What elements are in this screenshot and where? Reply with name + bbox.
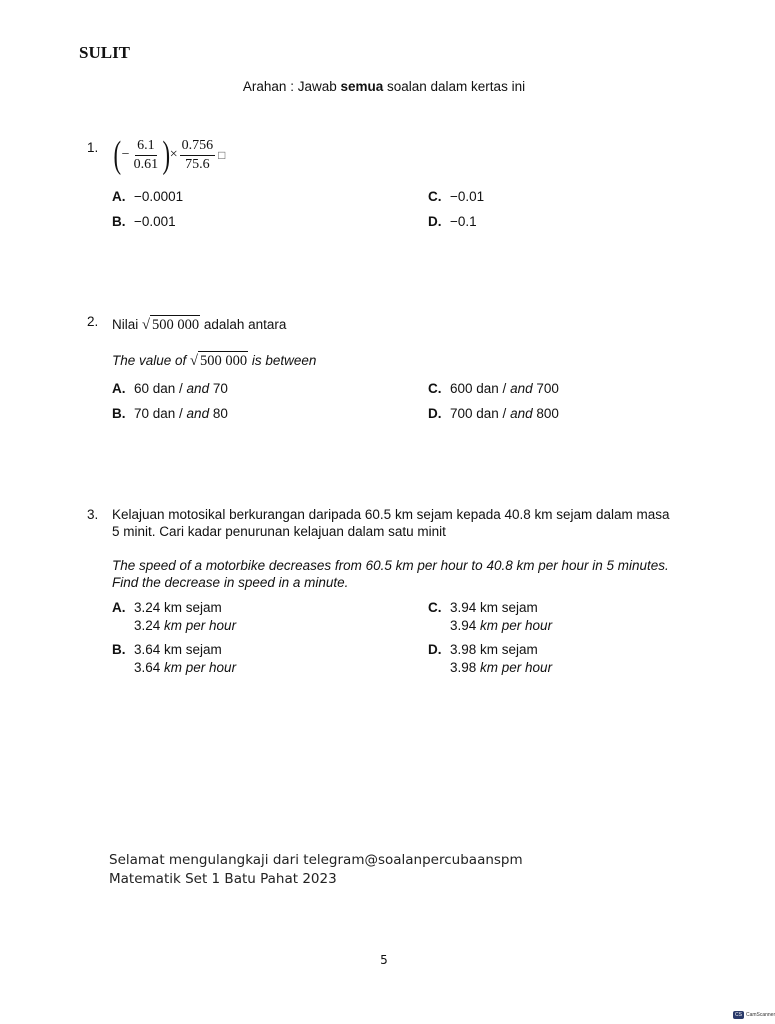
option-text-end: 700 [532, 381, 559, 396]
option-letter: A. [112, 189, 126, 204]
option-letter: D. [428, 214, 442, 229]
q1-option-a [112, 189, 183, 204]
question-2-number: 2. [87, 314, 99, 329]
q1-option-c [428, 189, 484, 204]
option-letter: B. [112, 214, 126, 229]
option-text: −0.1 [450, 214, 477, 229]
option-value: 3.94 [450, 600, 477, 615]
q1-option-b [112, 214, 176, 229]
question-1-expression [111, 136, 225, 174]
option-malay-unit: km sejam [476, 600, 538, 615]
q2-english-prefix: The value of [112, 353, 191, 368]
option-and: and [186, 406, 210, 421]
radical-sign: √ [142, 317, 150, 333]
question-3-malay-line-1: Kelajuan motosikal berkurangan daripada 60.5 km sejam kepada 40.8 km sejam dalam masa [112, 507, 670, 522]
option-text: −0.001 [134, 214, 176, 229]
right-paren: ) [162, 134, 171, 176]
option-letter: A. [112, 600, 126, 615]
option-english-unit: km per hour [476, 660, 553, 675]
q2-option-a [112, 381, 228, 396]
option-value: 3.24 [134, 618, 161, 633]
minus-sign: − [121, 147, 130, 162]
fraction-1 [132, 138, 161, 173]
option-letter: D. [428, 642, 442, 657]
footer-paper-title: Matematik Set 1 Batu Pahat 2023 [109, 871, 337, 887]
option-letter: C. [428, 381, 442, 396]
fraction-2 [180, 138, 216, 173]
option-text: 600 dan / [450, 381, 511, 396]
q2-english-suffix: is between [248, 353, 317, 368]
option-english-unit: km per hour [160, 618, 237, 633]
option-letter: B. [112, 642, 126, 657]
q3-option-d [428, 641, 552, 677]
question-2-english [112, 352, 316, 370]
q2-option-d [428, 406, 559, 421]
option-and: and [510, 406, 533, 421]
q2-option-b [112, 406, 228, 421]
option-text: 70 dan / [134, 406, 187, 421]
fraction-1-numerator: 6.1 [135, 138, 157, 156]
left-paren: ( [113, 134, 122, 176]
option-malay-unit: km sejam [160, 642, 222, 657]
times-sign: × [169, 147, 178, 162]
option-and: and [510, 381, 533, 396]
option-letter: B. [112, 406, 126, 421]
option-text: 700 dan / [450, 406, 511, 421]
option-value: 3.24 [134, 600, 161, 615]
radicand: 500 000 [151, 317, 200, 333]
question-3-malay-line-2: 5 minit. Cari kadar penurunan kelajuan dalam satu minit [112, 524, 446, 539]
option-value: 3.94 [450, 618, 477, 633]
option-letter: D. [428, 406, 442, 421]
option-letter: A. [112, 381, 126, 396]
footer-telegram: Selamat mengulangkaji dari telegram@soalanpercubaanspm [109, 852, 523, 868]
square-root-symbol [142, 317, 200, 334]
instruction-prefix: Arahan : Jawab [242, 79, 341, 94]
q3-option-a [112, 599, 236, 635]
camscanner-watermark [733, 1011, 775, 1019]
instruction-suffix: soalan dalam kertas ini [383, 79, 526, 94]
placeholder-box: □ [218, 148, 226, 162]
radical-sign: √ [190, 353, 199, 369]
radicand: 500 000 [200, 353, 248, 369]
question-2-malay [112, 316, 286, 334]
option-value: 3.98 [450, 660, 477, 675]
q2-option-c [428, 381, 559, 396]
option-text: −0.01 [450, 189, 485, 204]
option-malay-unit: km sejam [476, 642, 538, 657]
option-letter: C. [428, 189, 442, 204]
option-text-end: 800 [532, 406, 559, 421]
option-value: 3.64 [134, 642, 161, 657]
q3-option-b [112, 641, 236, 677]
option-value: 3.64 [134, 660, 161, 675]
option-and: and [186, 381, 210, 396]
q2-malay-suffix: adalah antara [200, 317, 287, 332]
q1-option-d [428, 214, 477, 229]
sulit-header: SULIT [79, 43, 131, 62]
fraction-1-denominator: 0.61 [133, 156, 159, 172]
option-text: −0.0001 [134, 189, 184, 204]
option-letter: C. [428, 600, 442, 615]
camscanner-label: CamScanner [745, 1012, 775, 1018]
option-value: 3.98 [450, 642, 477, 657]
fraction-2-numerator: 0.756 [180, 138, 216, 156]
question-1-number: 1. [87, 140, 99, 155]
instruction-bold: semua [340, 79, 384, 94]
option-malay-unit: km sejam [160, 600, 222, 615]
question-3-number: 3. [87, 507, 99, 522]
q3-option-c [428, 599, 552, 635]
q2-malay-prefix: Nilai [112, 317, 143, 332]
option-text: 60 dan / [134, 381, 187, 396]
option-text-end: 80 [209, 406, 228, 421]
option-english-unit: km per hour [476, 618, 553, 633]
question-3-english-line-2: Find the decrease in speed in a minute. [112, 575, 349, 590]
fraction-2-denominator: 75.6 [185, 156, 210, 172]
option-english-unit: km per hour [160, 660, 237, 675]
camscanner-logo-icon: CS [735, 1012, 742, 1018]
square-root-symbol [190, 353, 248, 370]
question-3-english-line-1: The speed of a motorbike decreases from 60.5 km per hour to 40.8 km per hour in 5 minutes. [112, 558, 669, 573]
page-number: 5 [380, 953, 388, 967]
instruction-line [0, 79, 768, 94]
option-text-end: 70 [209, 381, 228, 396]
